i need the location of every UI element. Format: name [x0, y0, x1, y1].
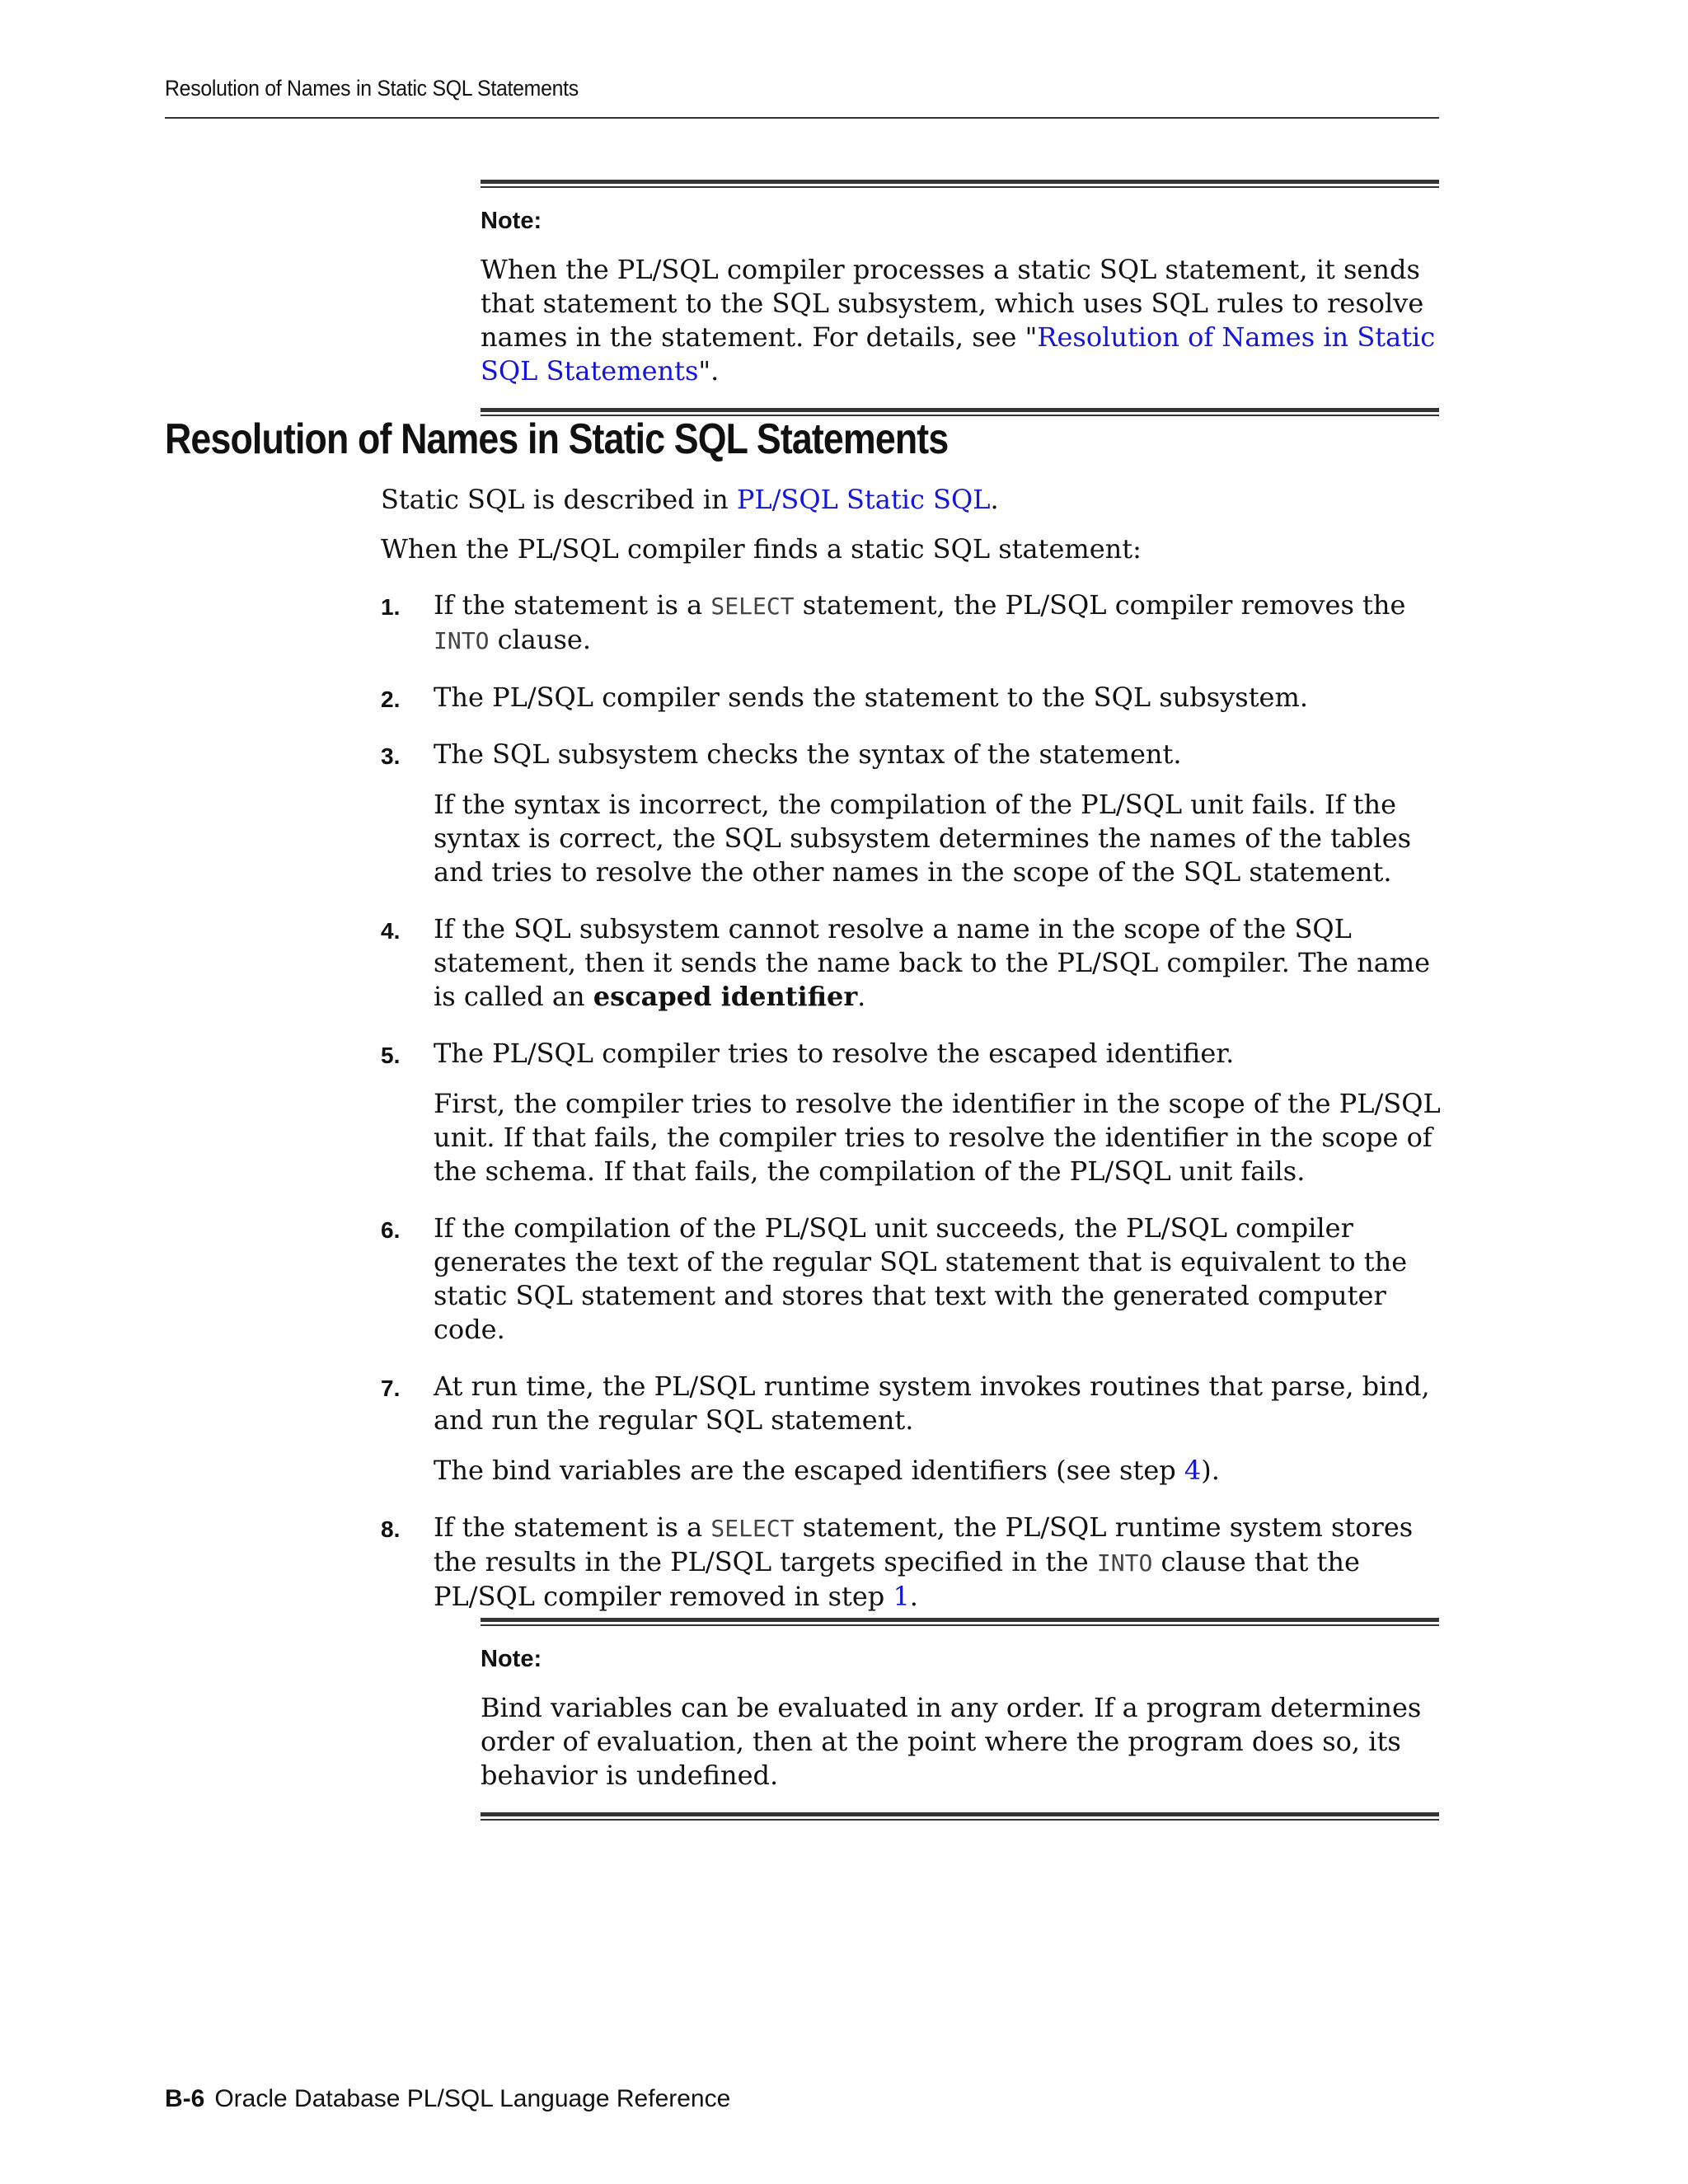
list-item: [381, 681, 1444, 715]
note-bottom-rule: [481, 1812, 1439, 1821]
list-item: [381, 1212, 1444, 1347]
step-text-part: .: [857, 981, 866, 1012]
intro-paragraph-2: When the PL/SQL compiler finds a static SQL statement:: [381, 533, 1142, 565]
note-box: [481, 1618, 1439, 1821]
note-text: [481, 253, 1439, 388]
step-text-part: If the statement is a: [434, 1511, 711, 1543]
step-text-part: statement, the PL/SQL runtime system stores the results in the PL/SQL targets specified in the: [434, 1511, 1414, 1577]
code-keyword: SELECT: [710, 1515, 795, 1542]
step-text-part: clause that the PL/SQL compiler removed in step: [434, 1546, 1360, 1612]
steps-list: [381, 588, 1444, 1637]
intro-text: Static SQL is described in: [381, 484, 737, 515]
section-title: Resolution of Names in Static SQL Statements: [165, 415, 949, 463]
note-top-rule: [481, 180, 1439, 188]
step-subtext: If the syntax is incorrect, the compilation of the PL/SQL unit fails. If the syntax is correct, the SQL subsystem determines the names of the tables and tries to resolve the other names in the scope of the SQL statement.: [434, 789, 1412, 888]
step-number: 5.: [381, 1043, 401, 1068]
step-number: 1.: [381, 594, 401, 620]
static-sql-link[interactable]: PL/SQL Static SQL: [736, 484, 991, 515]
note-text-part: When the PL/SQL compiler processes a static SQL statement, it sends that statement to the SQL subsystem, which uses SQL rules to resolve names in the statement. For details, see ": [481, 254, 1424, 353]
step-number: 8.: [381, 1516, 401, 1542]
step-text: At run time, the PL/SQL runtime system invokes routines that parse, bind, and run the regular SQL statement.: [434, 1371, 1430, 1436]
page-footer: [165, 2085, 730, 2113]
step-text: If the compilation of the PL/SQL unit succeeds, the PL/SQL compiler generates the text of the regular SQL statement that is equivalent to the static SQL statement and stores that text with the generated computer code.: [434, 1212, 1408, 1345]
step-number: 2.: [381, 687, 401, 712]
note-top-rule: [481, 1618, 1439, 1626]
step-text-part: If the statement is a: [434, 589, 711, 621]
running-header: Resolution of Names in Static SQL Statements: [165, 76, 579, 101]
step-number: 6.: [381, 1217, 401, 1243]
step-4-link[interactable]: 4: [1184, 1455, 1202, 1486]
step-text-part: clause.: [489, 624, 591, 655]
header-rule: [165, 117, 1439, 119]
step-text-part: statement, the PL/SQL compiler removes the: [794, 589, 1406, 621]
note-link[interactable]: Resolution of Names in Static SQL Statements: [481, 321, 1436, 387]
code-keyword: INTO: [434, 627, 490, 654]
step-text: [434, 588, 1444, 658]
intro-paragraph: [381, 483, 1444, 517]
step-1-link[interactable]: 1: [893, 1581, 910, 1612]
step-number: 7.: [381, 1376, 401, 1401]
note-box: [481, 180, 1439, 416]
intro-text: .: [990, 484, 999, 515]
book-title: Oracle Database PL/SQL Language Reference: [214, 2085, 731, 2112]
list-item: [381, 738, 1444, 889]
step-text-part: .: [909, 1581, 918, 1612]
step-number: 3.: [381, 743, 401, 769]
list-item: [381, 1037, 1444, 1188]
list-item: [381, 1511, 1444, 1614]
step-text: [434, 1511, 1444, 1614]
step-text: The PL/SQL compiler sends the statement to the SQL subsystem.: [434, 682, 1308, 713]
list-item: [381, 912, 1444, 1014]
step-text-part: If the SQL subsystem cannot resolve a name in the scope of the SQL statement, then it sends the name back to the PL/SQL compiler. The name is called an: [434, 913, 1431, 1012]
term-bold: escaped identifier: [593, 981, 858, 1012]
step-text-part: The bind variables are the escaped identifiers (see step: [434, 1455, 1184, 1486]
note-text: Bind variables can be evaluated in any order. If a program determines order of evaluation, then at the point where the program does so, its behavior is undefined.: [481, 1692, 1422, 1791]
note-label: Note:: [481, 208, 542, 234]
note-text-part: ".: [698, 355, 720, 387]
note-label: Note:: [481, 1646, 542, 1672]
page-number: B-6: [165, 2085, 205, 2112]
step-text: [434, 912, 1444, 1014]
list-item: [381, 588, 1444, 658]
step-text-part: ).: [1201, 1455, 1220, 1486]
step-subtext: First, the compiler tries to resolve the identifier in the scope of the PL/SQL unit. If that fails, the compiler tries to resolve the identifier in the scope of the schema. If that fails, the compilation of the PL/SQL unit fails.: [434, 1088, 1441, 1187]
code-keyword: SELECT: [710, 593, 795, 620]
step-number: 4.: [381, 918, 401, 944]
step-subtext: [434, 1454, 1444, 1488]
step-text: The PL/SQL compiler tries to resolve the escaped identifier.: [434, 1038, 1235, 1069]
list-item: [381, 1370, 1444, 1488]
code-keyword: INTO: [1096, 1549, 1153, 1577]
step-text: The SQL subsystem checks the syntax of the statement.: [434, 738, 1182, 770]
